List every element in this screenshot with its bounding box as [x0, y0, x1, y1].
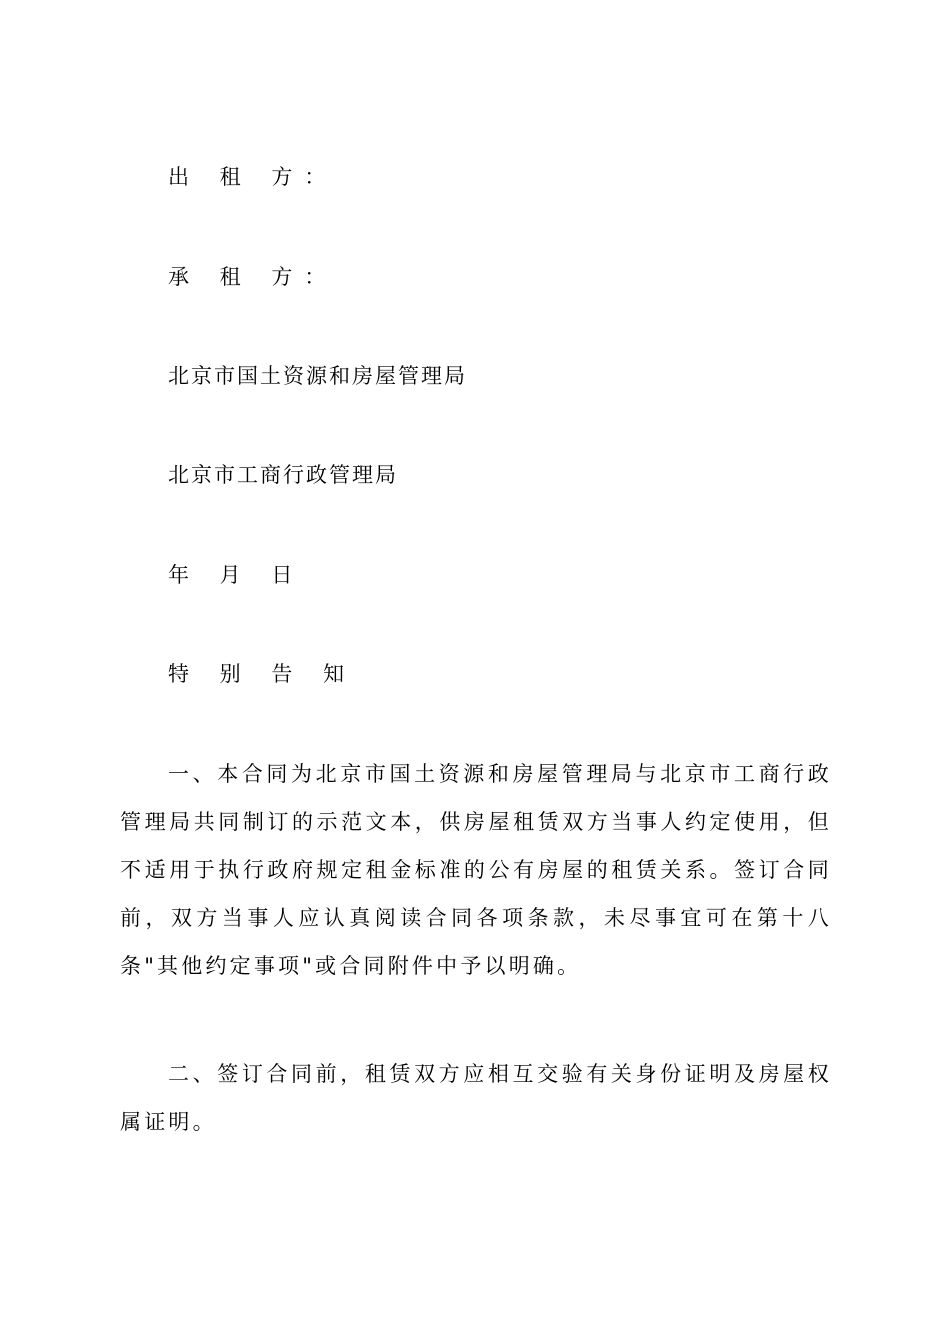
issuer-land-housing-bureau: 北京市国土资源和房屋管理局 [168, 364, 467, 388]
issuer-commerce-bureau: 北京市工商行政管理局 [168, 463, 398, 487]
notice-heading: 特 别 告 知 [168, 662, 357, 686]
lessor-label: 出 租 方： [168, 165, 338, 189]
clause-2: 二、签订合同前，租赁双方应相互交验有关身份证明及房屋权属证明。 [120, 1062, 832, 1134]
clause-1: 一、本合同为北京市国土资源和房屋管理局与北京市工商行政管理局共同制订的示范文本，供房屋租赁双方当事人约定使用，但不适用于执行政府规定租金标准的公有房屋的租赁关系。签订合同前，双方当事人应认真阅读合同各项条款，未尽事宜可在第十八条"其他约定事项"或合同附件中予以明确。 [120, 762, 832, 978]
lessee-label: 承 租 方： [168, 265, 338, 289]
date-line: 年 月 日 [168, 563, 305, 587]
